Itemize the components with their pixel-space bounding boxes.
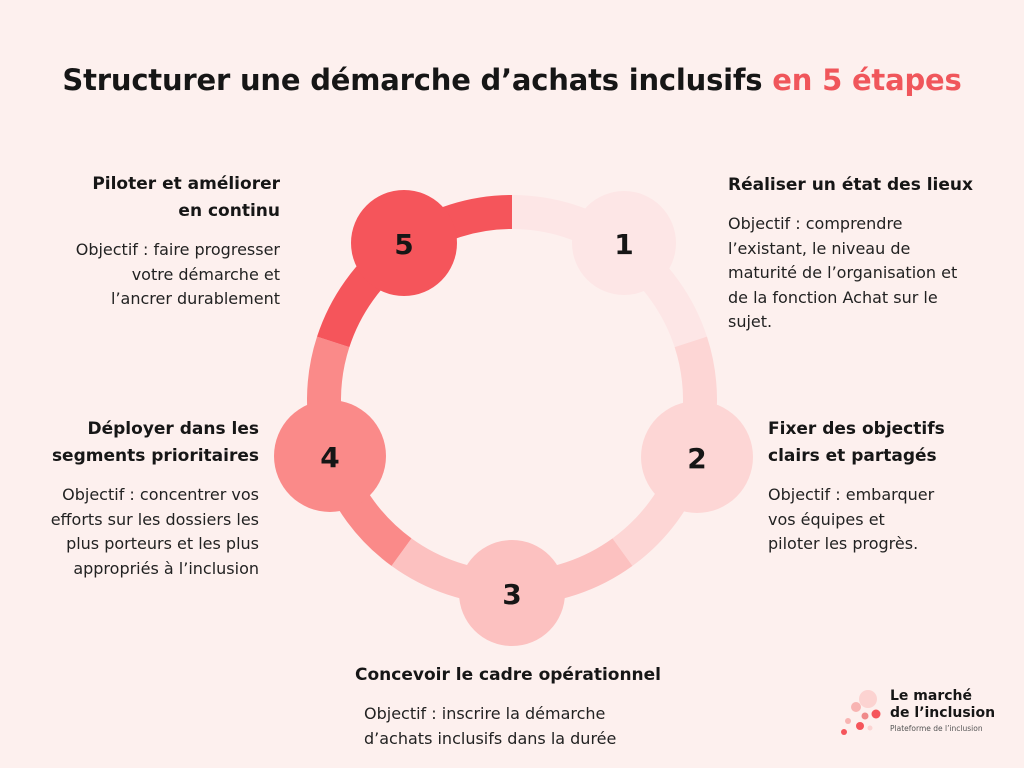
step-number-2: 2 [687, 442, 707, 475]
step-4-block [51, 416, 259, 581]
step-node-2 [641, 401, 753, 513]
step-4-heading: Déployer dans les segments prioritaires [51, 419, 259, 466]
logo [836, 688, 1006, 740]
step-node-5 [351, 190, 457, 296]
step-1-block [728, 172, 973, 335]
step-number-1: 1 [614, 228, 634, 261]
step-3-heading: Concevoir le cadre opérationnel [355, 665, 662, 685]
step-2-text: Objectif : embarquer vos équipes et piloter les progrès. [768, 485, 935, 553]
step-5-heading: Piloter et améliorer en continu [92, 174, 280, 221]
step-number-5: 5 [394, 228, 414, 261]
step-2-block [768, 416, 945, 557]
title-accent: en 5 étapes [772, 63, 962, 98]
logo-name: Le marché de l’inclusion [890, 688, 996, 721]
step-node-4 [274, 400, 386, 512]
step-2-heading: Fixer des objectifs clairs et partagés [768, 419, 945, 466]
title-main: Structurer une démarche d’achats inclusifs [62, 63, 763, 98]
step-1-heading: Réaliser un état des lieux [728, 175, 973, 195]
step-node-3 [459, 540, 565, 646]
step-node-1 [572, 191, 676, 295]
step-3-text: Objectif : inscrire la démarche d’achats inclusifs dans la durée [364, 704, 617, 748]
step-4-text: Objectif : concentrer vos efforts sur les dossiers les plus porteurs et les plus appropriés à l’inclusion [50, 485, 259, 578]
step-number-4: 4 [320, 441, 340, 474]
step-5-block [76, 171, 280, 312]
step-5-text: Objectif : faire progresser votre démarche et l’ancrer durablement [75, 240, 280, 308]
step-number-3: 3 [502, 578, 522, 611]
logo-dots-icon [836, 688, 888, 740]
step-3-block [355, 662, 661, 751]
logo-tagline: Plateforme de l’inclusion [890, 724, 983, 733]
step-1-text: Objectif : comprendre l’existant, le niveau de maturité de l’organisation et de la fonction Achat sur le sujet. [728, 214, 958, 331]
